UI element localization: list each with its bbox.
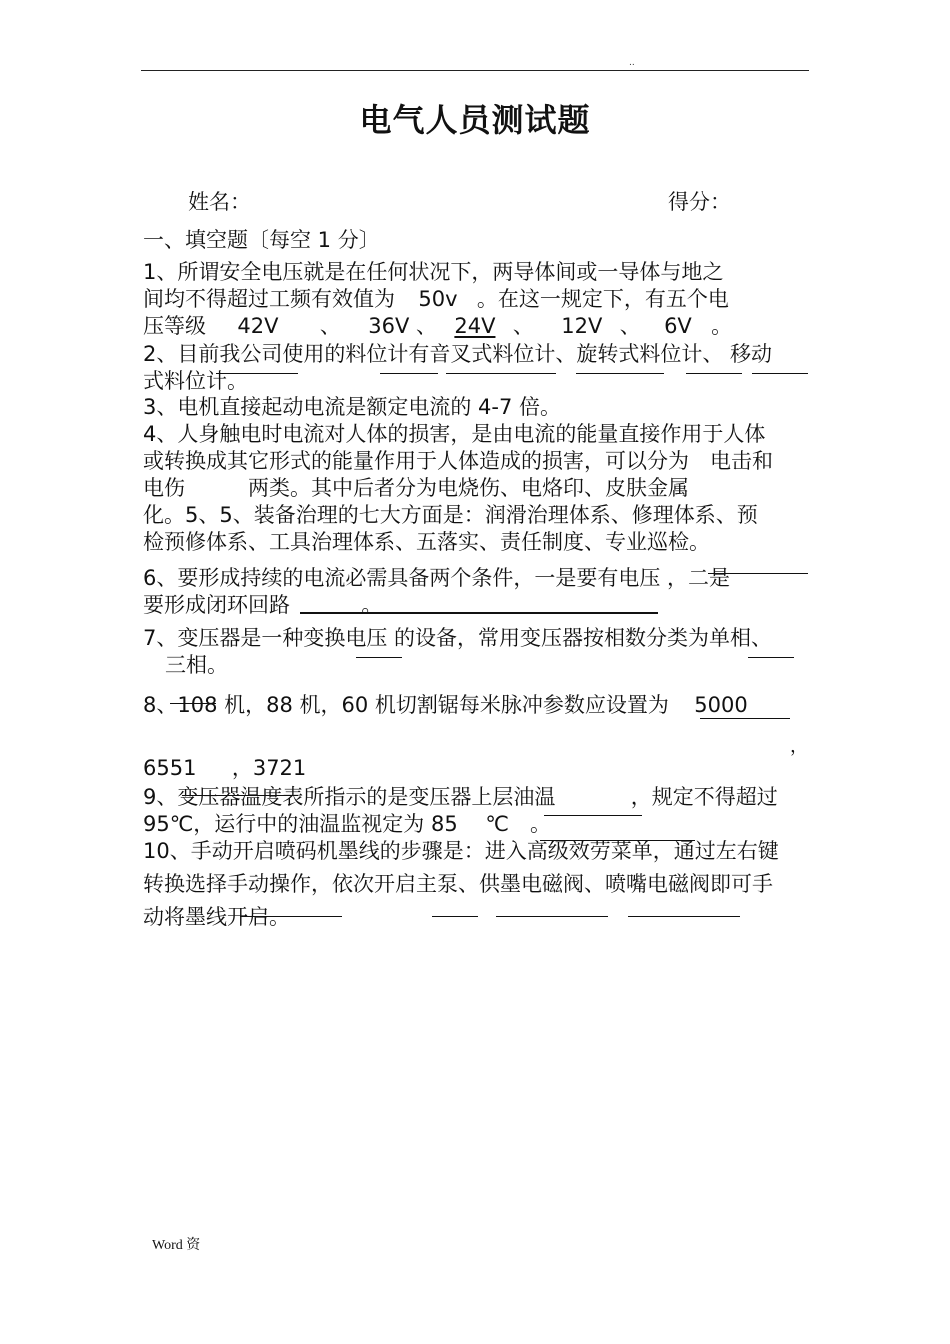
header-mark: .. <box>629 58 635 68</box>
q4-line-1: 4、人身触电时电流对人体的损害，是由电流的能量直接作用于人体 <box>143 422 766 446</box>
q6-line-1: 6、要形成持续的电流必需具备两个条件，一是要有电压 ，二是 <box>143 566 731 590</box>
answer-line <box>300 612 658 614</box>
q1-line-3: 压等级 42V 、 36V 、 24V 、 12V 、 6V 。 <box>143 314 733 338</box>
answer-line <box>216 373 298 374</box>
q6-line-2: 要形成闭环回路 。 <box>143 593 383 617</box>
section-heading: 一、填空题〔每空 1 分〕 <box>143 228 380 252</box>
q8-answer-1: 5000 <box>694 693 748 717</box>
q1-answer-36v: 36V <box>368 314 410 338</box>
q9-line-1: 9、变压器温度表所指示的是变压器上层油温 ，规定不得超过 <box>143 785 778 809</box>
q8-line-1: 8、108 机，88 机，60 机切割锯每米脉冲参数应设置为 5000 <box>143 693 748 717</box>
answer-line <box>380 373 438 374</box>
q1-answer-6v: 6V <box>664 314 692 338</box>
q8-answer-3: ，3721 <box>231 756 307 780</box>
answer-line <box>700 718 790 719</box>
answer-line <box>240 916 342 917</box>
q10-line-2: 转换选择手动操作，依次开启主泵、供墨电磁阀、喷嘴电磁阀即可手 <box>143 872 773 896</box>
q2-line-2: 式料位计。 <box>143 369 248 393</box>
answer-line <box>752 373 808 374</box>
question-4-5 <box>143 421 815 556</box>
header-rule <box>141 70 809 71</box>
q10-line-1: 10、手动开启喷码机墨线的步骤是：进入高级效劳菜单，通过左右键 <box>143 839 779 863</box>
q4-line-3: 电伤 两类。其中后者分为电烧伤、电烙印、皮肤金属 <box>143 476 689 500</box>
question-10 <box>143 835 815 934</box>
answer-line <box>182 795 298 796</box>
page-title: 电气人员测试题 <box>359 101 591 139</box>
q8-comma: ， <box>790 736 808 757</box>
answer-line <box>628 916 740 917</box>
score-label: 得分： <box>668 190 731 214</box>
question-8 <box>143 692 815 719</box>
q9-line-2: 95℃，运行中的油温监视定为 85 ℃ 。 <box>143 812 551 836</box>
question-2 <box>143 341 815 395</box>
answer-line <box>686 373 742 374</box>
answer-line <box>432 916 478 917</box>
q8-answer-2: 6551 <box>143 756 197 780</box>
question-7 <box>143 625 815 679</box>
answer-line <box>446 373 556 374</box>
q10-line-3: 动将墨线开启。 <box>143 905 290 929</box>
answer-line <box>576 373 664 374</box>
q1-answer-42v: 42V <box>237 314 279 338</box>
question-3: 3、电机直接起动电流是额定电流的 4-7 倍。 <box>143 395 562 419</box>
answer-line <box>708 573 808 574</box>
answer-line <box>170 703 216 704</box>
answer-line <box>356 657 402 658</box>
question-9 <box>143 784 815 838</box>
q1-answer-24v: 24V <box>454 314 496 338</box>
q1-line-2: 间均不得超过工频有效值为 50v 。在这一规定下，有五个电 <box>143 287 729 311</box>
q1-answer-voltage: 50v <box>418 287 458 311</box>
question-1 <box>143 259 815 340</box>
q1-line-1: 1、所谓安全电压就是在任何状况下，两导体间或一导体与地之 <box>143 260 724 284</box>
answer-line <box>540 840 695 841</box>
q1-answer-12v: 12V <box>561 314 603 338</box>
answer-line <box>748 657 794 658</box>
q7-line-2: 三相。 <box>165 653 228 677</box>
q7-line-1: 7、变压器是一种变换电压 的设备，常用变压器按相数分类为单相、 <box>143 626 773 650</box>
q8-line-2 <box>143 755 815 782</box>
footer-text: Word 资 <box>152 1238 201 1253</box>
q4-line-2: 或转换成其它形式的能量作用于人体造成的损害，可以分为 电击和 <box>143 449 773 473</box>
q2-line-1: 2、目前我公司使用的料位计有音叉式料位计、旋转式料位计、 移动 <box>143 342 773 366</box>
q5-line-2: 检预修体系、工具治理体系、五落实、责任制度、专业巡检。 <box>143 530 710 554</box>
answer-line <box>544 815 642 816</box>
answer-line <box>496 916 608 917</box>
q5-line-1: 化。5、5、装备治理的七大方面是：润滑治理体系、修理体系、预 <box>143 503 758 527</box>
name-label: 姓名： <box>188 190 251 214</box>
